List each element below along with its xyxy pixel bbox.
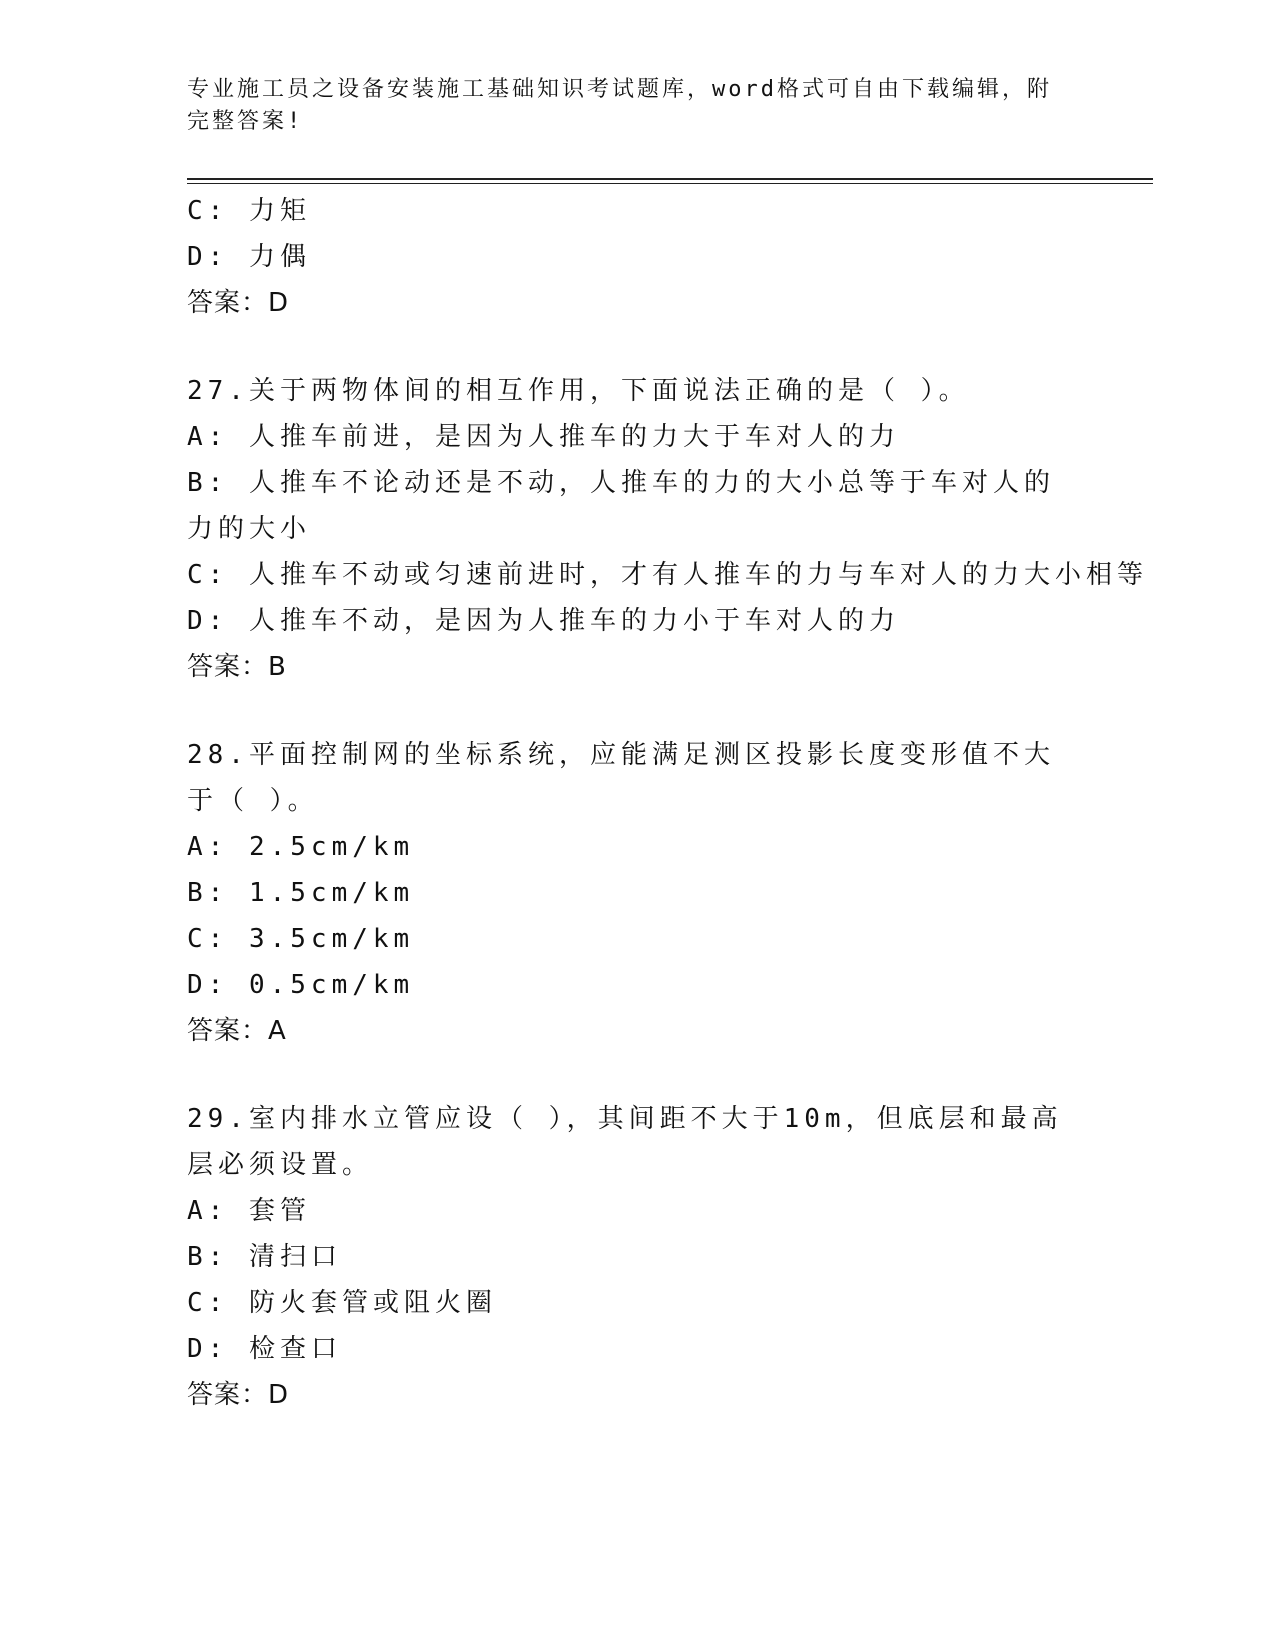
option-c: C: 3.5cm/km: [187, 924, 415, 954]
answer-label: 答案：D: [187, 1380, 290, 1410]
document-header: 专业施工员之设备安装施工基础知识考试题库，word格式可自由下载编辑，附完整答案!: [187, 77, 1052, 134]
option-b: B: 清扫口: [187, 1242, 342, 1272]
option-c: C: 力矩: [187, 196, 311, 226]
answer-label: 答案：A: [187, 1016, 287, 1046]
question-block-27: [187, 368, 1148, 690]
header-rule-thick: [187, 178, 1153, 180]
option-a: A: 套管: [187, 1196, 311, 1226]
question-block-26: [187, 188, 1087, 326]
option-b: B: 1.5cm/km: [187, 878, 415, 908]
question-list: [187, 188, 1148, 1418]
option-b: B: 人推车不论动还是不动，人推车的力的大小总等于车对人的力的大小: [187, 468, 1055, 544]
option-a: A: 人推车前进，是因为人推车的力大于车对人的力: [187, 422, 900, 452]
header-rule-thin: [187, 183, 1153, 184]
option-c: C: 防火套管或阻火圈: [187, 1288, 497, 1318]
option-d: D: 检查口: [187, 1334, 342, 1364]
option-a: A: 2.5cm/km: [187, 832, 415, 862]
answer-label: 答案：B: [187, 652, 287, 682]
question-block-29: [187, 1096, 1087, 1418]
option-d: D: 人推车不动，是因为人推车的力小于车对人的力: [187, 606, 900, 636]
answer-label: 答案：D: [187, 288, 290, 318]
question-stem: 28.平面控制网的坐标系统，应能满足测区投影长度变形值不大于（ ）。: [187, 740, 1055, 816]
option-c: C: 人推车不动或匀速前进时，才有人推车的力与车对人的力大小相等: [187, 560, 1148, 590]
option-d: D: 力偶: [187, 242, 311, 272]
question-stem: 29.室内排水立管应设（ ），其间距不大于10m，但底层和最高层必须设置。: [187, 1104, 1063, 1180]
option-d: D: 0.5cm/km: [187, 970, 415, 1000]
question-stem: 27.关于两物体间的相互作用，下面说法正确的是（ ）。: [187, 376, 970, 406]
question-block-28: [187, 732, 1087, 1054]
